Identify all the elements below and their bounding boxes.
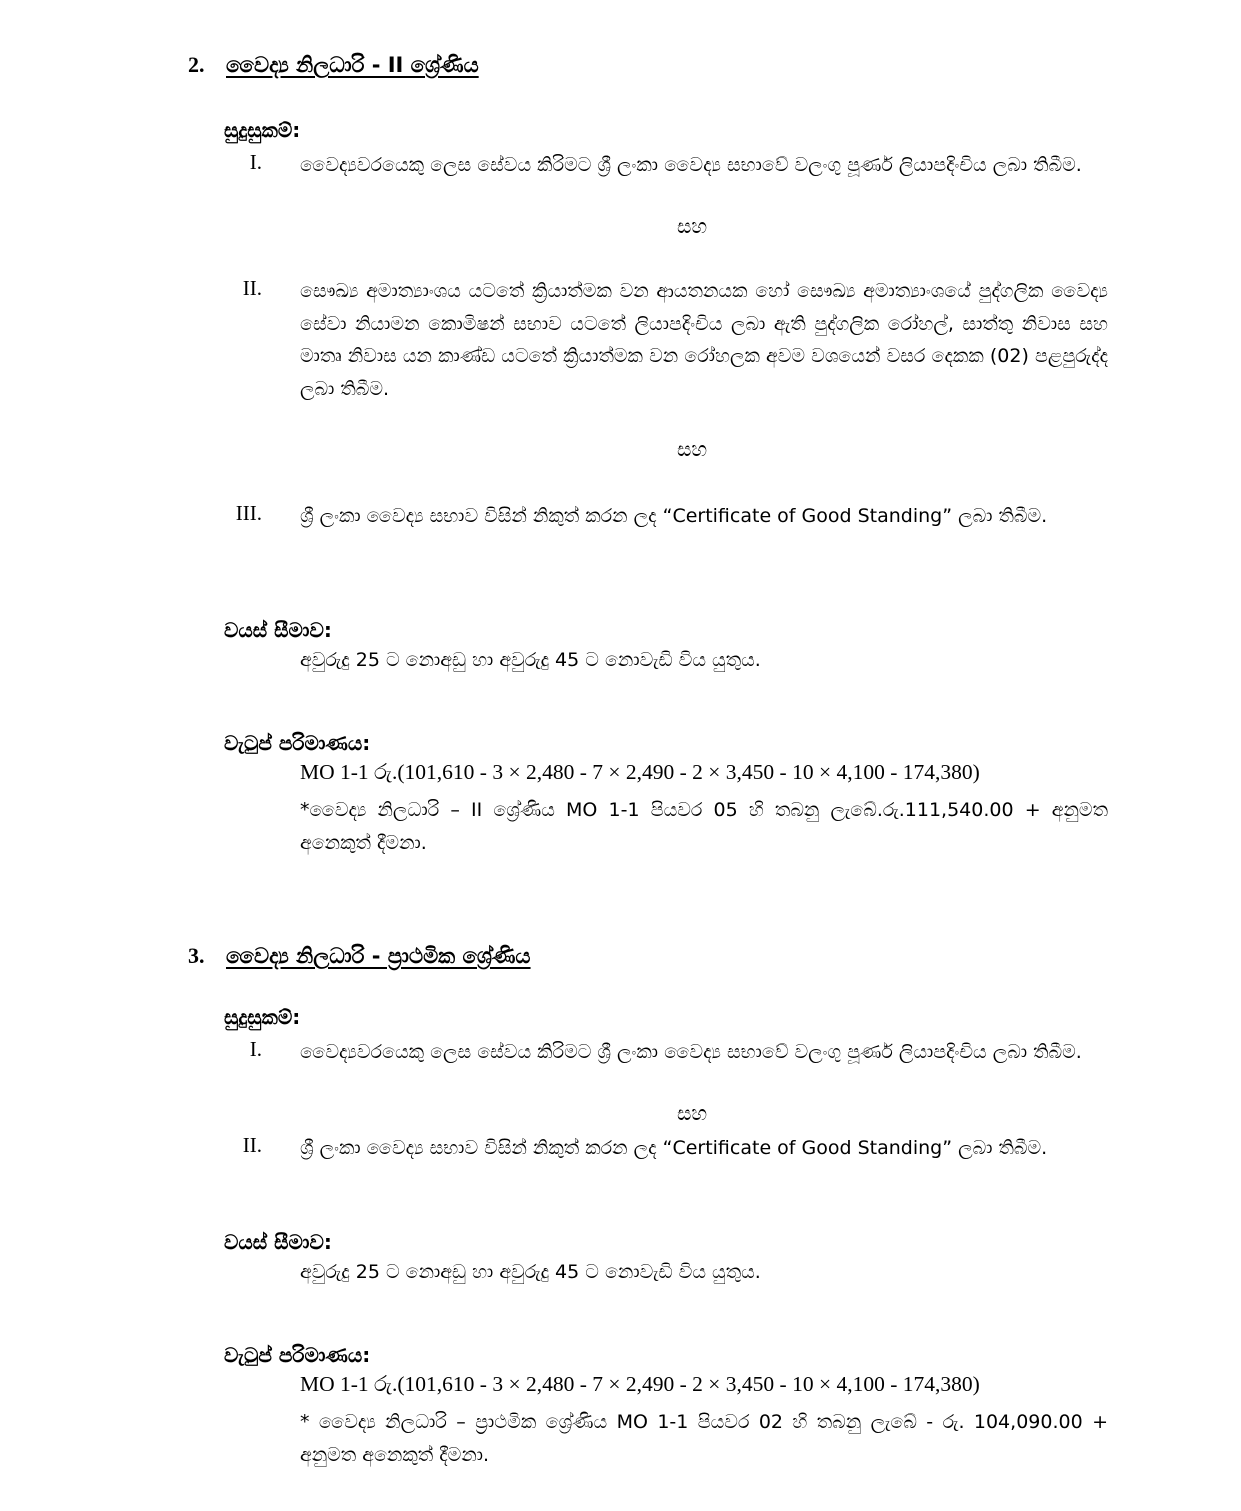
section-3-qualifications-label: සුදුසුකම්: <box>224 1005 301 1029</box>
section-3-conjunction-1: සහ <box>676 1101 708 1125</box>
section-2-item-2-text: සෞඛ්‍ය අමාත්‍යාංශය යටතේ ක්‍රියාත්මක වන ආයතනයක හෝ සෞඛ්‍ය අමාත්‍යාංශයේ පුද්ගලික වෛද්‍ය සේවා නියාමන කොමිෂන් සභාව යටතේ ලියාපදිංචිය ලබා ඇති පුද්ගලික රෝහල්, සාත්තු නිවාස සහ මාතෘ නිවාස යන කාණ්ඩ යටතේ ක්‍රියාත්මක වන රෝහලක අවම වශයෙන් වසර දෙකක (02) පළපුරුද්ද ලබා තිබීම. <box>300 280 1108 400</box>
section-3-heading <box>188 943 531 969</box>
section-3-item-1-roman: I. <box>249 1037 262 1061</box>
section-2-salary-scale: MO 1-1 රු.(101,610 - 3 × 2,480 - 7 × 2,490 - 2 × 3,450 - 10 × 4,100 - 174,380) <box>300 760 980 784</box>
section-2-item-3-text: ශ්‍රී ලංකා වෛද්‍ය සභාව විසින් නිකුත් කරන ලද “Certificate of Good Standing” ලබා තිබීම. <box>300 505 1048 527</box>
section-3-number: 3. <box>188 943 205 968</box>
section-3-title: වෛද්‍ය නිලධාරි - ප්‍රාථමික ශ්‍රේණිය <box>226 944 531 968</box>
section-2-age-text: අවුරුදු 25 ට නොඅඩු හා අවුරුදු 45 ට නොවැඩි විය යුතුය. <box>300 649 761 671</box>
section-3-age-text: අවුරුදු 25 ට නොඅඩු හා අවුරුදු 45 ට නොවැඩි විය යුතුය. <box>300 1261 761 1283</box>
section-2-salary-note: *වෛද්‍ය නිලධාරි – II ශ්‍රේණිය MO 1-1 පියවර 05 හි තබනු ලැබේ.රු.111,540.00 + අනුමත අනෙකුත් දීමනා. <box>300 799 1108 854</box>
section-2-age-label: වයස් සීමාව: <box>224 618 332 642</box>
section-3-salary-label: වැටුප් පරිමාණය: <box>224 1343 371 1367</box>
section-2-conjunction-1: සහ <box>676 214 708 238</box>
section-3-item-2-text: ශ්‍රී ලංකා වෛද්‍ය සභාව විසින් නිකුත් කරන ලද “Certificate of Good Standing” ලබා තිබීම. <box>300 1137 1048 1159</box>
section-3-item-2-roman: II. <box>242 1133 262 1157</box>
section-2-item-3-roman: III. <box>235 501 262 525</box>
section-2-title: වෛද්‍ය නිලධාරි - II ශ්‍රේණිය <box>226 53 479 77</box>
section-3-salary-note: * වෛද්‍ය නිලධාරි – ප්‍රාථමික ශ්‍රේණිය MO 1-1 පියවර 02 හි තබනු ලැබේ - රු. 104,090.00 + අනුමත අනෙකුත් දීමනා. <box>300 1411 1108 1466</box>
section-2-number: 2. <box>188 52 205 77</box>
section-2-item-2-roman: II. <box>242 276 262 300</box>
section-3-item-1-text: වෛද්‍යවරයෙකු ලෙස සේවය කිරිමට ශ්‍රී ලංකා වෛද්‍ය සභාවේ වලංගු පූර්ණ ලියාපදිංචිය ලබා තිබීම. <box>300 1041 1082 1063</box>
section-2-heading <box>188 52 479 78</box>
section-2-item-1-roman: I. <box>249 150 262 174</box>
section-2-conjunction-2: සහ <box>676 437 708 461</box>
section-3-salary-scale: MO 1-1 රු.(101,610 - 3 × 2,480 - 7 × 2,490 - 2 × 3,450 - 10 × 4,100 - 174,380) <box>300 1372 980 1396</box>
section-2-item-1-text: වෛද්‍යවරයෙකු ලෙස සේවය කිරිමට ශ්‍රී ලංකා වෛද්‍ය සභාවේ වලංගු පූර්ණ ලියාපදිංචිය ලබා තිබීම. <box>300 154 1082 176</box>
section-3-age-label: වයස් සීමාව: <box>224 1230 332 1254</box>
section-2-salary-label: වැටුප් පරිමාණය: <box>224 731 371 755</box>
section-2-qualifications-label: සුදුසුකම්: <box>224 118 301 142</box>
